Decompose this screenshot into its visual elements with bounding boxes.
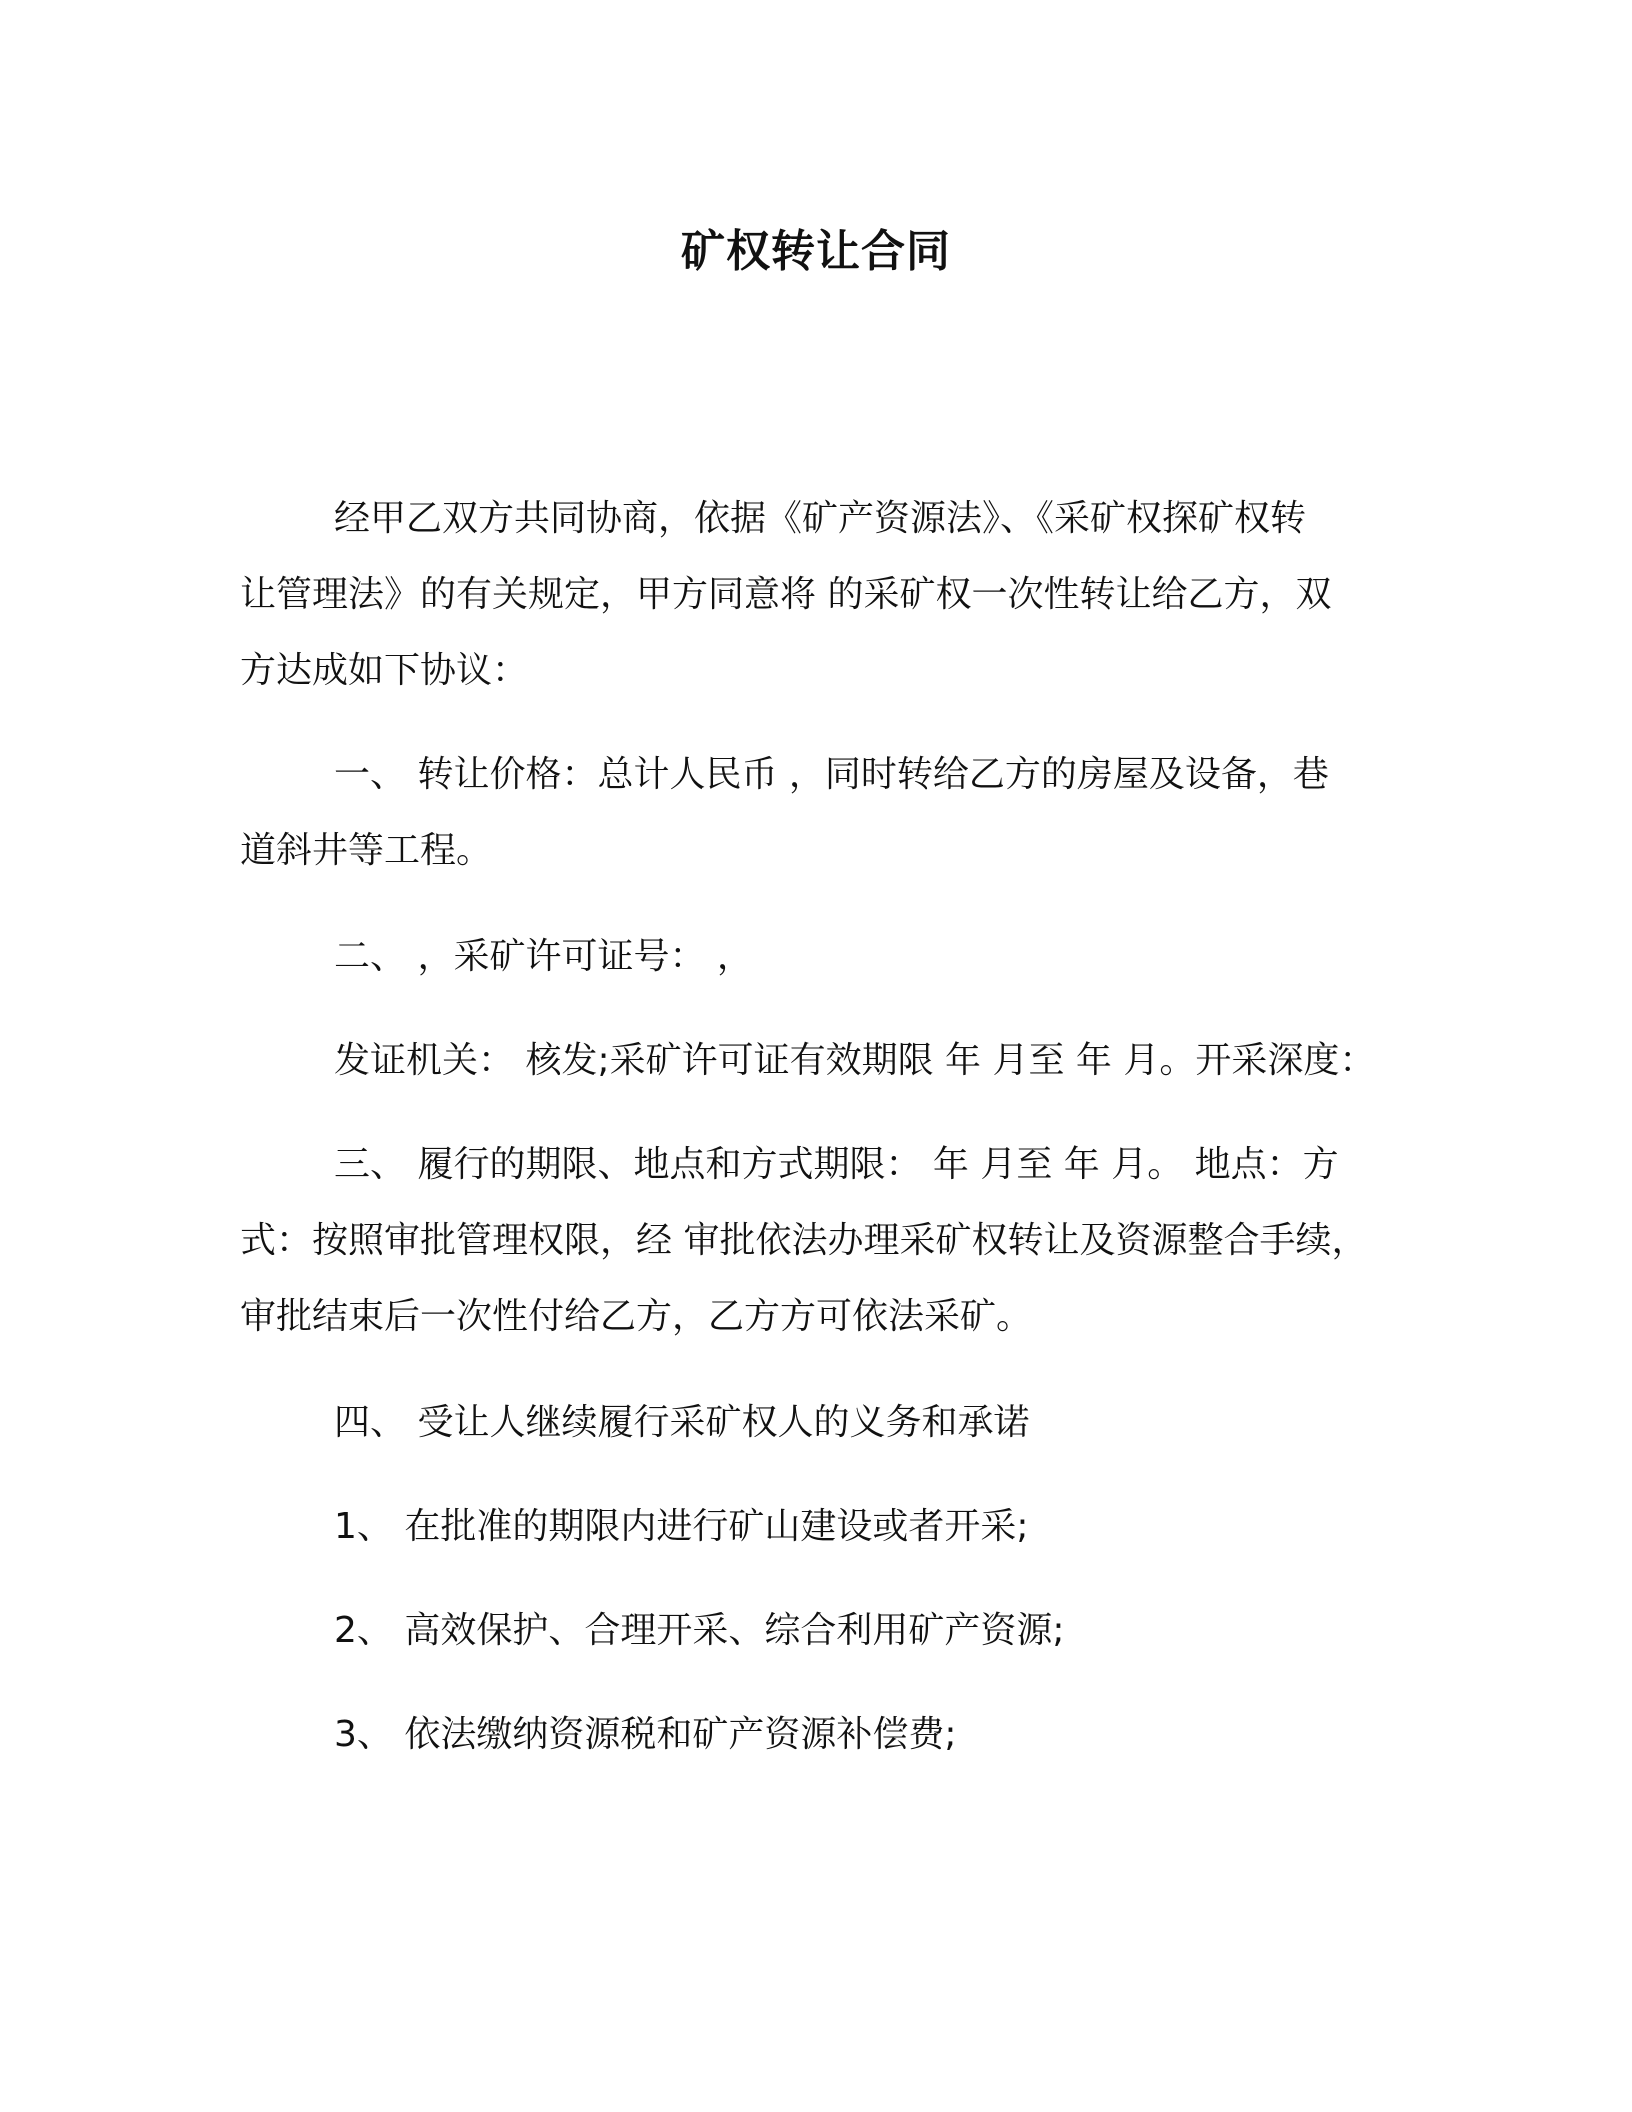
clause-4-item-3: 3、 依法缴纳资源税和矿产资源补偿费; [334, 1714, 957, 1755]
clause-2-line-1: 二、 ，采矿许可证号： ， [334, 936, 753, 977]
clause-3-line-1: 三、 履行的期限、地点和方式期限： 年 月至 年 月。 地点：方 [334, 1144, 1339, 1185]
paragraph-intro-line-1: 经甲乙双方共同协商，依据《矿产资源法》、《采矿权探矿权转 [334, 498, 1307, 539]
clause-1-line-1: 一、 转让价格：总计人民币 ，同时转给乙方的房屋及设备，巷 [334, 754, 1329, 795]
clause-4-item-1: 1、 在批准的期限内进行矿山建设或者开采; [334, 1506, 1029, 1547]
document-title: 矿权转让合同 [681, 226, 951, 277]
clause-1-line-2: 道斜井等工程。 [240, 830, 493, 871]
paragraph-intro-line-2: 让管理法》的有关规定，甲方同意将 的采矿权一次性转让给乙方，双 [240, 574, 1332, 615]
clause-2-line-2: 发证机关： 核发;采矿许可证有效期限 年 月至 年 月。开采深度： [334, 1040, 1376, 1081]
clause-3-line-2: 式：按照审批管理权限，经 审批依法办理采矿权转让及资源整合手续， [240, 1220, 1368, 1261]
clause-4-heading: 四、 受让人继续履行采矿权人的义务和承诺 [334, 1402, 1030, 1443]
paragraph-intro-line-3: 方达成如下协议： [240, 650, 529, 691]
clause-4-item-2: 2、 高效保护、合理开采、综合利用矿产资源; [334, 1610, 1065, 1651]
clause-3-line-3: 审批结束后一次性付给乙方，乙方方可依法采矿。 [240, 1296, 1033, 1337]
